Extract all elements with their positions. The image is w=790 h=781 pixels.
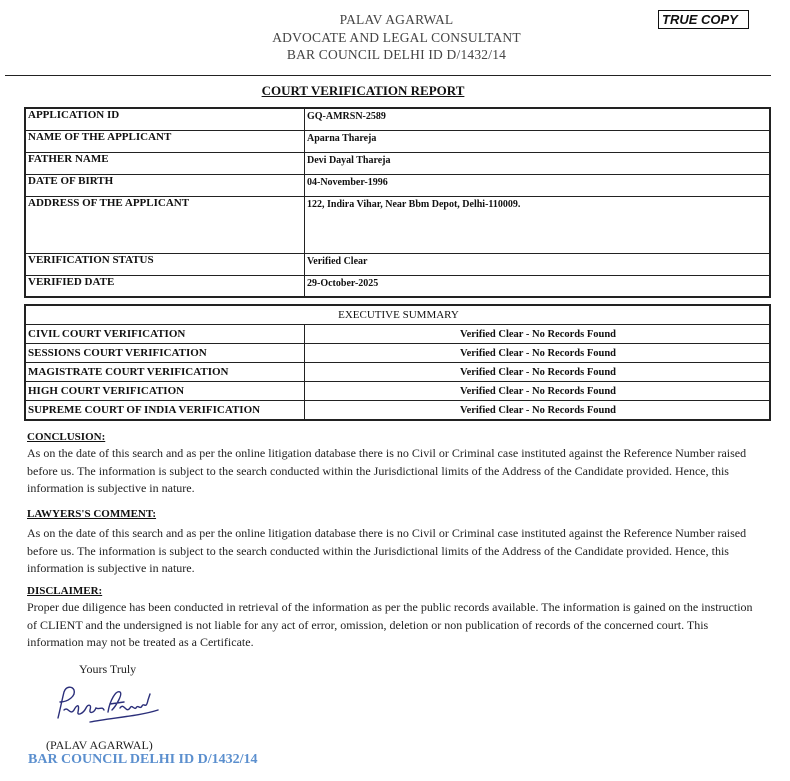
true-copy-stamp: TRUE COPY	[658, 10, 749, 29]
row-label: MAGISTRATE COURT VERIFICATION	[25, 363, 305, 382]
table-row	[25, 363, 770, 382]
table-row	[25, 196, 770, 253]
table-row	[25, 108, 770, 130]
table-row	[25, 152, 770, 174]
row-label: APPLICATION ID	[25, 108, 305, 130]
table-row	[25, 275, 770, 297]
row-value: Verified Clear - No Records Found	[305, 344, 771, 363]
disclaimer-heading: DISCLAIMER:	[27, 585, 103, 597]
row-value: Aparna Thareja	[305, 130, 771, 152]
conclusion-text: As on the date of this search and as per the online litigation database there is no Civil or Criminal case instituted against the Reference Number raised before us. The information is subject to the search conducted within the Jurisdictional limits of the Address of the Candidate provided. Hence, this information is subjective in nature.	[27, 446, 747, 495]
table-row	[25, 325, 770, 344]
row-value: Verified Clear	[305, 253, 771, 275]
row-label: ADDRESS OF THE APPLICANT	[25, 196, 305, 253]
row-label: SESSIONS COURT VERIFICATION	[25, 344, 305, 363]
row-value: Verified Clear - No Records Found	[305, 382, 771, 401]
row-value: Devi Dayal Thareja	[305, 152, 771, 174]
header-divider	[5, 75, 771, 76]
row-value: Verified Clear - No Records Found	[305, 401, 771, 421]
table-row	[25, 344, 770, 363]
row-label: VERIFICATION STATUS	[25, 253, 305, 275]
row-value: 29-October-2025	[305, 275, 771, 297]
row-value: Verified Clear - No Records Found	[305, 325, 771, 344]
applicant-details-table	[24, 107, 771, 298]
table-header-row	[25, 305, 770, 325]
lawyers-comment-text: As on the date of this search and as per the online litigation database there is no Civil or Criminal case instituted against the Reference Number raised before us. The information is subject to the search conducted within the Jurisdictional limits of the Address of the Candidate provided. Hence, this information is subjective in nature.	[27, 526, 747, 575]
row-label: VERIFIED DATE	[25, 275, 305, 297]
row-label: CIVIL COURT VERIFICATION	[25, 325, 305, 344]
conclusion-heading: CONCLUSION:	[27, 431, 106, 443]
row-label: SUPREME COURT OF INDIA VERIFICATION	[25, 401, 305, 421]
executive-summary-table	[24, 304, 771, 421]
disclaimer-text: Proper due diligence has been conducted in retrieval of the information as per the public records available. The information is gained on the instruction of CLIENT and the undersigned is not liable for any act of error, omission, deletion or non publication of records of the concerned court. This information may not be treated as a Certificate.	[27, 600, 753, 649]
row-label: FATHER NAME	[25, 152, 305, 174]
table-row	[25, 401, 770, 421]
row-value: GQ-AMRSN-2589	[305, 108, 771, 130]
table-row	[25, 382, 770, 401]
row-value: 04-November-1996	[305, 174, 771, 196]
closing-salutation: Yours Truly	[79, 662, 137, 676]
table-row	[25, 253, 770, 275]
advocate-title: ADVOCATE AND LEGAL CONSULTANT	[272, 30, 521, 45]
row-value: 122, Indira Vihar, Near Bbm Depot, Delhi-110009.	[305, 196, 771, 253]
advocate-name: PALAV AGARWAL	[339, 12, 454, 27]
row-label: HIGH COURT VERIFICATION	[25, 382, 305, 401]
row-value: Verified Clear - No Records Found	[305, 363, 771, 382]
signatory-bar-id: BAR COUNCIL DELHI ID D/1432/14	[28, 752, 258, 767]
summary-heading: EXECUTIVE SUMMARY	[25, 305, 770, 325]
signature	[50, 680, 165, 735]
advocate-bar-id: BAR COUNCIL DELHI ID D/1432/14	[286, 47, 507, 62]
report-title: COURT VERIFICATION REPORT	[261, 83, 465, 98]
lawyers-comment-heading: LAWYERS'S COMMENT:	[27, 508, 157, 520]
table-row	[25, 174, 770, 196]
row-label: NAME OF THE APPLICANT	[25, 130, 305, 152]
table-row	[25, 130, 770, 152]
row-label: DATE OF BIRTH	[25, 174, 305, 196]
signatory-name: (PALAV AGARWAL)	[46, 738, 153, 752]
